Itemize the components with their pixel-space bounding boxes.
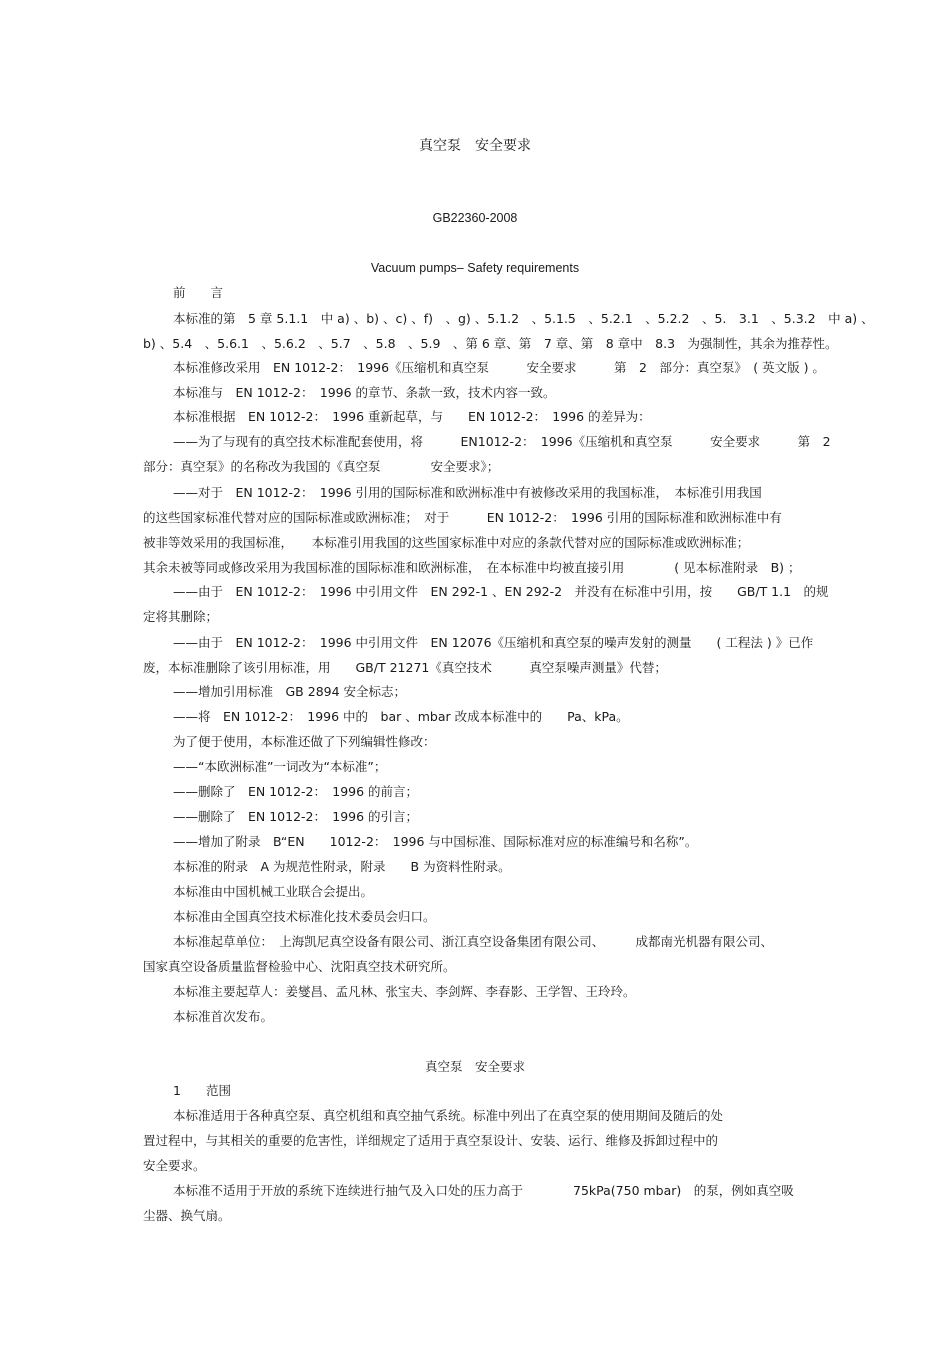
english-title: Vacuum pumps– Safety requirements [370,261,580,275]
foreword-line: ——为了与现有的真空技术标准配套使用，将 EN1012-2： 1996《压缩机和真空泵 安全要求 第 2 [173,434,831,449]
foreword-line: 本标准由中国机械工业联合会提出。 [173,884,374,899]
foreword-line: ——将 EN 1012-2： 1996 中的 bar 、mbar 改成本标准中的 Pa、kPa。 [173,709,629,724]
foreword-line: 本标准与 EN 1012-2： 1996 的章节、条款一致，技术内容一致。 [173,385,556,400]
section-line: 置过程中，与其相关的重要的危害性，详细规定了适用于真空泵设计、安装、运行、维修及拆卸过程中的 [143,1133,719,1148]
foreword-line: 本标准首次发布。 [173,1009,274,1024]
foreword-line: 定将其删除； [143,609,219,624]
foreword-line: 国家真空设备质量监督检验中心、沈阳真空技术研究所。 [143,959,456,974]
foreword-line: 本标准由全国真空技术标准化技术委员会归口。 [173,909,436,924]
foreword-line: ——由于 EN 1012-2： 1996 中引用文件 EN 292-1 、EN 292-2 并没有在标准中引用，按 GB/T 1.1 的规 [173,584,829,599]
foreword-line: b) 、5.4 、5.6.1 、5.6.2 、5.7 、5.8 、5.9 、第 6 章、第 7 章、第 8 章中 8.3 为强制性，其余为推荐性。 [143,336,838,351]
foreword-heading: 前 言 [173,285,224,300]
foreword-line: ——“本欧洲标准”一词改为“本标准”； [173,759,387,774]
foreword-line: ——增加了附录 B“EN 1012-2： 1996 与中国标准、国际标准对应的标准编号和名称”。 [173,834,698,849]
foreword-line: ——由于 EN 1012-2： 1996 中引用文件 EN 12076《压缩机和真空泵的噪声发射的测量 ( 工程法 ) 》已作 [173,635,814,650]
foreword-line: 为了便于使用，本标准还做了下列编辑性修改： [173,734,436,749]
foreword-line: 被非等效采用的我国标准， 本标准引用我国的这些国家标准中对应的条款代替对应的国际标准或欧洲标准； [143,535,750,550]
foreword-line: 本标准修改采用 EN 1012-2： 1996《压缩机和真空泵 安全要求 第 2 部分：真空泵》 ( 英文版 ) 。 [173,360,825,375]
body-title: 真空泵 安全要求 [424,1059,525,1074]
section-line: 本标准适用于各种真空泵、真空机组和真空抽气系统。标准中列出了在真空泵的使用期间及随后的处 [173,1108,724,1123]
section-heading: 1 范围 [173,1083,231,1098]
foreword-line: 其余未被等同或修改采用为我国标准的国际标准和欧洲标准， 在本标准中均被直接引用 ( 见本标准附录 B) ； [143,560,801,575]
foreword-line: ——删除了 EN 1012-2： 1996 的前言； [173,784,419,799]
foreword-line: 本标准的附录 A 为规范性附录，附录 B 为资料性附录。 [173,859,511,874]
foreword-line: ——增加引用标准 GB 2894 安全标志； [173,684,407,699]
foreword-line: 本标准根据 EN 1012-2： 1996 重新起草，与 EN 1012-2： 1996 的差异为： [173,409,651,424]
section-line: 本标准不适用于开放的系统下连续进行抽气及入口处的压力高于 75kPa(750 mbar) 的泵，例如真空吸 [173,1183,794,1198]
foreword-line: ——对于 EN 1012-2： 1996 引用的国际标准和欧洲标准中有被修改采用的我国标准， 本标准引用我国 [173,485,762,500]
document-title: 真空泵 安全要求 [419,138,531,154]
section-line: 尘器、换气扇。 [143,1208,231,1223]
foreword-line: 部分：真空泵》的名称改为我国的《真空泵 安全要求》； [143,459,500,474]
foreword-line: 本标准起草单位： 上海凯尼真空设备有限公司、浙江真空设备集团有限公司、 成都南光机器有限公司、 [173,934,774,949]
foreword-line: ——删除了 EN 1012-2： 1996 的引言； [173,809,419,824]
foreword-line: 废，本标准删除了该引用标准，用 GB/T 21271《真空技术 真空泵噪声测量》代替； [143,660,667,675]
section-line: 安全要求。 [143,1158,206,1173]
standard-number: GB22360-2008 [432,211,518,225]
foreword-line: 本标准的第 5 章 5.1.1 中 a) 、b) 、c) 、f) 、g) 、5.1.2 、5.1.5 、5.2.1 、5.2.2 、5. 3.1 、5.3.2 中 a) 、 [173,311,874,326]
foreword-line: 的这些国家标准代替对应的国际标准或欧洲标准； 对于 EN 1012-2： 1996 引用的国际标准和欧洲标准中有 [143,510,782,525]
foreword-line: 本标准主要起草人：姜燮昌、孟凡林、张宝夫、李剑辉、李春影、王学智、王玲玲。 [173,984,636,999]
